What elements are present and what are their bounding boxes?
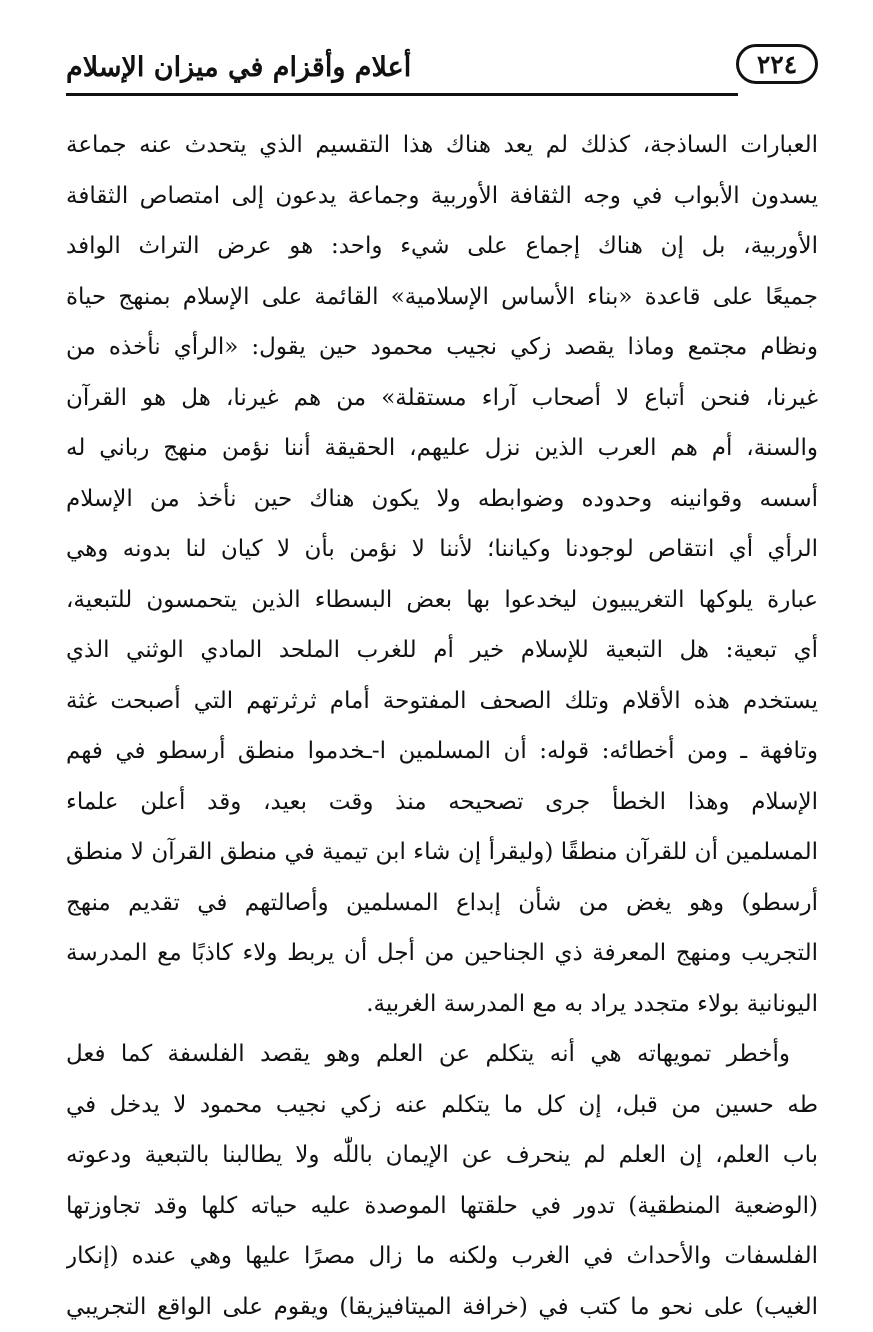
text-line: باب العلم، إن العلم لم ينحرف عن الإيمان باللّٰه ولا يطالبنا بالتبعية ودعوته (66, 1130, 818, 1181)
text-line: الأوربية، بل إن هناك إجماع على شيء واحد: هو عرض التراث الوافد (66, 221, 818, 272)
text-line: اليونانية بولاء متجدد يراد به مع المدرسة الغربية. (66, 979, 818, 1030)
text-line: الإسلام وهذا الخطأ جرى تصحيحه منذ وقت بعيد، وقد أعلن علماء (66, 777, 818, 828)
text-line: أي تبعية: هل التبعية للإسلام خير أم للغرب الملحد المادي الوثني الذي (66, 625, 818, 676)
text-line: العبارات الساذجة، كذلك لم يعد هناك هذا التقسيم الذي يتحدث عنه جماعة (66, 120, 818, 171)
running-title: أعلام وأقزام في ميزان الإسلام (66, 52, 411, 83)
page-number (736, 44, 818, 84)
text-line: الرأي أي انتقاص لوجودنا وكياننا؛ لأننا لا نؤمن بأن لا كيان لنا بدونه وهي (66, 524, 818, 575)
text-line: الغيب) على نحو ما كتب في (خرافة الميتافيزيقا) ويقوم على الواقع التجريبي (66, 1282, 818, 1332)
text-line: التجريب ومنهج المعرفة ذي الجناحين من أجل أن يربط ولاء كاذبًا مع المدرسة (66, 928, 818, 979)
header-divider (66, 93, 738, 96)
text-line: جميعًا على قاعدة «بناء الأساس الإسلامية» القائمة على الإسلام بمنهج حياة (66, 272, 818, 323)
text-line: وأخطر تمويهاته هي أنه يتكلم عن العلم وهو يقصد الفلسفة كما فعل (66, 1029, 818, 1080)
text-line: الفلسفات والأحداث في الغرب ولكنه ما زال مصرًا عليها وهي عنده (إنكار (66, 1231, 818, 1282)
text-line: وتافهة ـ ومن أخطائه: قوله: أن المسلمين ا-ـخدموا منطق أرسطو في فهم (66, 726, 818, 777)
paragraph-2 (66, 1029, 818, 1332)
text-line: طه حسين من قبل، إن كل ما يتكلم عنه زكي نجيب محمود لا يدخل في (66, 1080, 818, 1131)
text-line: أرسطو) وهو يغض من شأن إبداع المسلمين وأصالتهم في تقديم منهج (66, 878, 818, 929)
paragraph-1 (66, 120, 818, 1029)
text-line: المسلمين أن للقرآن منطقًا (وليقرأ إن شاء ابن تيمية في منطق القرآن لا منطق (66, 827, 818, 878)
text-line: (الوضعية المنطقية) تدور في حلقتها الموصدة عليه حياته كلها وقد تجاوزتها (66, 1181, 818, 1232)
text-line: والسنة، أم هم العرب الذين نزل عليهم، الحقيقة أننا نؤمن منهج رباني له (66, 423, 818, 474)
page-number-text: ٢٢٤ (757, 50, 797, 79)
text-line: غيرنا، فنحن أتباع لا أصحاب آراء مستقلة» من هم غيرنا، هل هو القرآن (66, 373, 818, 424)
text-line: ونظام مجتمع وماذا يقصد زكي نجيب محمود حين يقول: «الرأي نأخذه من (66, 322, 818, 373)
text-line: عبارة يلوكها التغريبيون ليخدعوا بها بعض البسطاء الذين يتحمسون للتبعية، (66, 575, 818, 626)
body-text (66, 120, 818, 1332)
text-line: يسدون الأبواب في وجه الثقافة الأوربية وجماعة يدعون إلى امتصاص الثقافة (66, 171, 818, 222)
text-line: أسسه وقوانينه وحدوده وضوابطه ولا يكون هناك حين نأخذ من الإسلام (66, 474, 818, 525)
page-header (66, 42, 820, 90)
text-line: يستخدم هذه الأقلام وتلك الصحف المفتوحة أمام ثرثرتهم التي أصبحت غثة (66, 676, 818, 727)
